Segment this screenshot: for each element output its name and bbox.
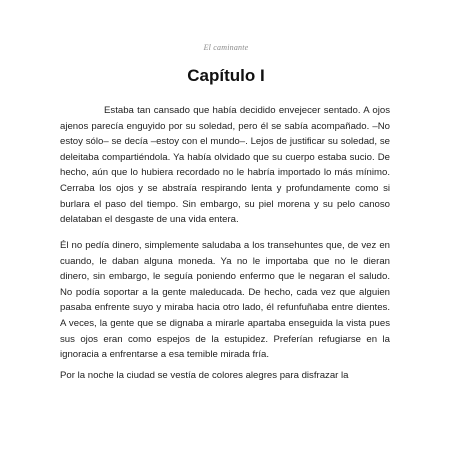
paragraph-2 — [60, 238, 390, 363]
paragraph-3 — [60, 368, 390, 384]
paragraph-text: Él no pedía dinero, simplemente saludaba a los transehuntes que, de vez en cuando, le daban alguna moneda. Ya no le importaba que no le dieran dinero, sin embargo, le seguía poniendo enfermo que le negaran el saludo. No podía soportar a la gente maleducada. De hecho, cada vez que alguien pasaba enfrente suyo y miraba hacia otro lado, él refunfuñaba entre dientes. A veces, la gente que se dignaba a mirarle apartaba enseguida la vista pues sus ojos eran como espejos de la estupidez. Preferían refugiarse en la ignoracia a enfrentarse a esa temible mirada fría. — [60, 240, 390, 361]
running-header: El caminante — [203, 43, 249, 52]
chapter-title: Capítulo I — [187, 66, 265, 85]
paragraph-text: Estaba tan cansado que había decidido envejecer sentado. A ojos ajenos parecía enguyido por su soledad, pero él se sabía acompañado. –No estoy sólo– se decía –estoy con el mundo–. Lejos de justificar su soledad, se deleitaba compartiéndola. Ya había olvidado que su cuerpo estaba sucio. De hecho, aún que lo hubiera recordado no le habría importado lo más mínimo. Cerraba los ojos y se abstraía respirando lenta y profundamente como si burlara el paso del tiempo. Sin embargo, su piel morena y su pelo canoso delataban el desgaste de una vida entera. — [60, 105, 390, 226]
paragraph-1 — [60, 103, 390, 228]
paragraph-text: Por la noche la ciudad se vestía de colores alegres para disfrazar la — [60, 370, 349, 381]
